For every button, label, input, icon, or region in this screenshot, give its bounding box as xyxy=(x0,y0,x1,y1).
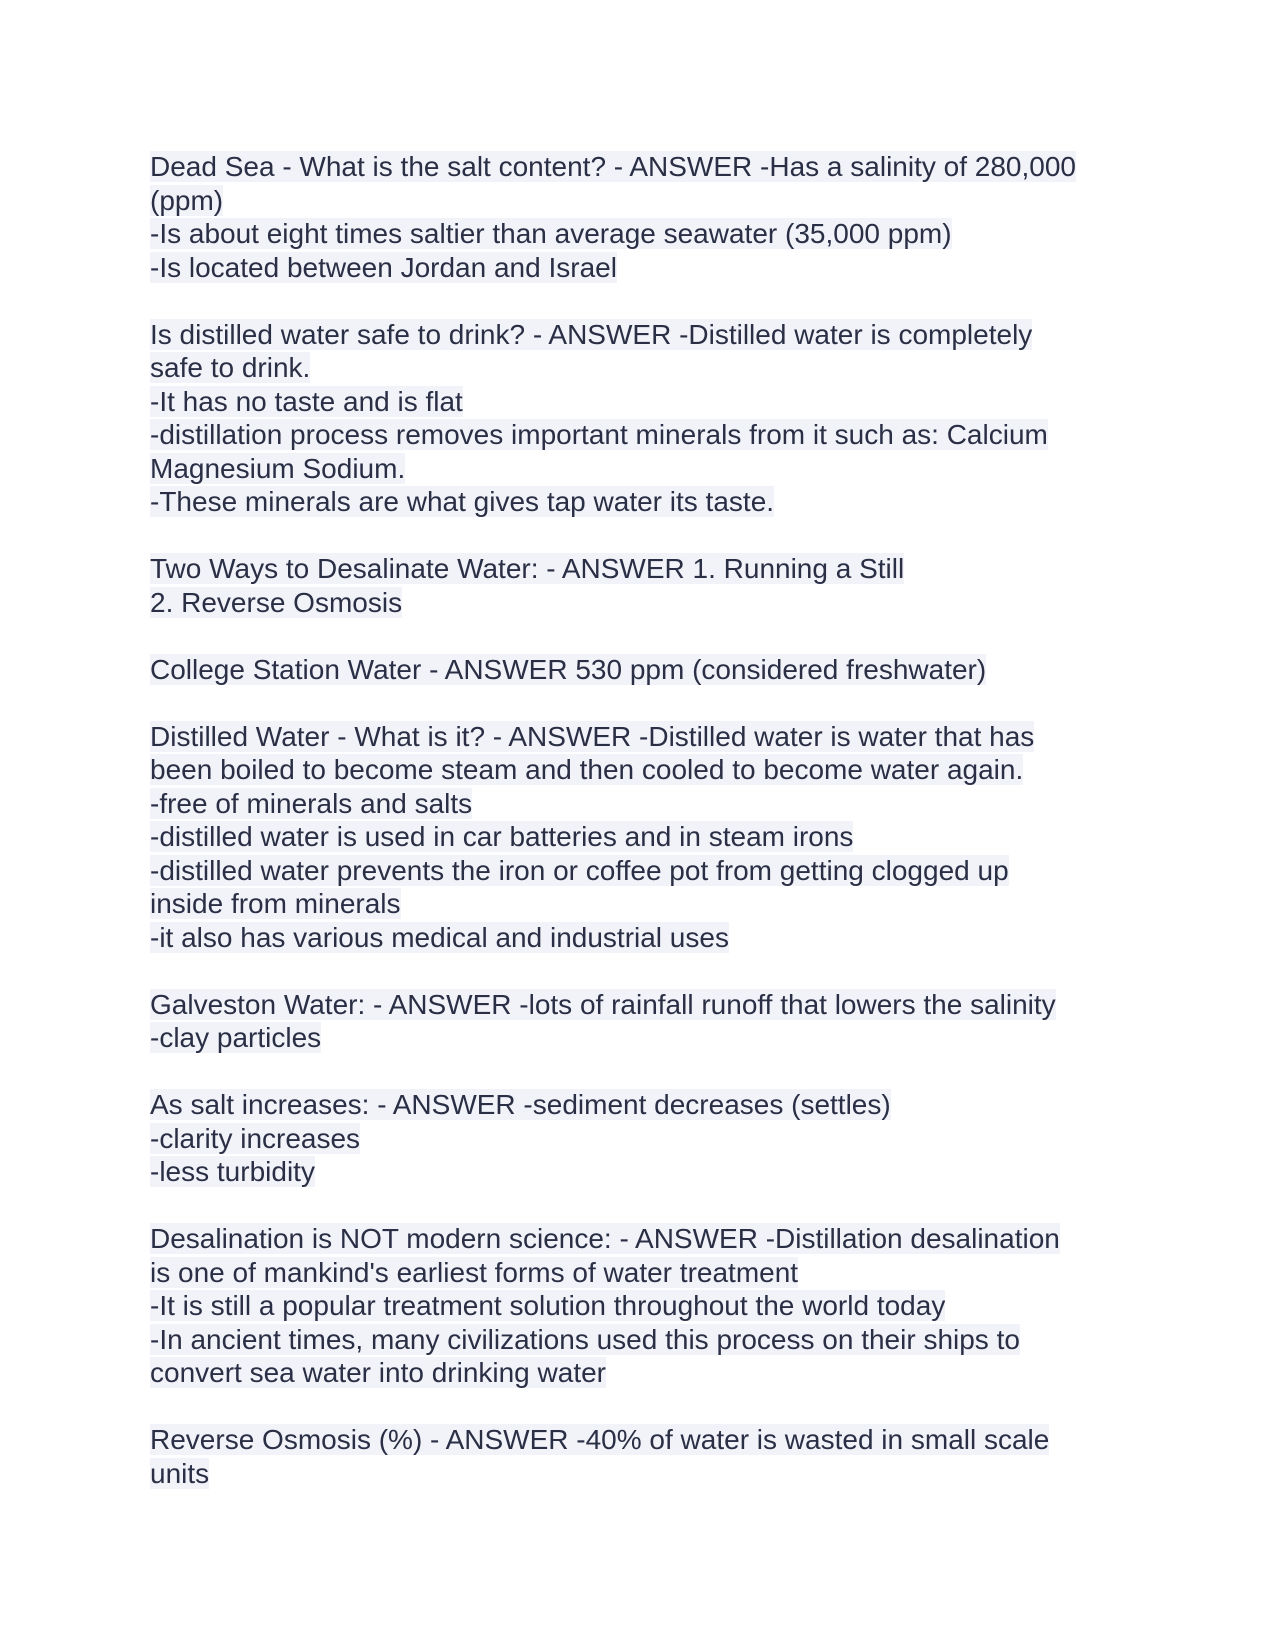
text-line: Desalination is NOT modern science: - ANSWER -Distillation desalination xyxy=(150,1223,1060,1254)
text-line: 2. Reverse Osmosis xyxy=(150,586,403,618)
text-line: -distilled water prevents the iron or coffee pot from getting clogged up xyxy=(150,854,1009,886)
text-line: -Is about eight times saltier than average seawater (35,000 ppm) xyxy=(150,218,952,249)
text-line: Is distilled water safe to drink? - ANSWER -Distilled water is completely xyxy=(150,318,1033,350)
text-line: -It has no taste and is flat xyxy=(150,385,463,417)
qa-item-dead-sea xyxy=(150,150,1130,284)
text-line: -In ancient times, many civilizations used this process on their ships to xyxy=(150,1323,1020,1355)
qa-item-salt-increases xyxy=(150,1088,1130,1189)
text-line: -These minerals are what gives tap water its taste. xyxy=(150,486,775,517)
qa-item-reverse-osmosis xyxy=(150,1423,1130,1490)
text-line: -it also has various medical and industrial uses xyxy=(150,921,729,953)
text-line: -distillation process removes important minerals from it such as: Calcium xyxy=(150,419,1048,450)
text-line: safe to drink. xyxy=(150,352,311,383)
text-line: -less turbidity xyxy=(150,1156,315,1187)
text-line: Magnesium Sodium. xyxy=(150,452,406,484)
text-line: -It is still a popular treatment solution throughout the world today xyxy=(150,1290,946,1321)
text-line: been boiled to become steam and then cooled to become water again. xyxy=(150,754,1024,785)
qa-item-desalinate-ways xyxy=(150,552,1130,619)
text-line: is one of mankind's earliest forms of water treatment xyxy=(150,1256,799,1288)
text-line: units xyxy=(150,1457,210,1489)
qa-item-college-station xyxy=(150,653,1130,687)
qa-item-distilled-what xyxy=(150,720,1130,955)
text-line: -free of minerals and salts xyxy=(150,787,473,819)
text-line: As salt increases: - ANSWER -sediment decreases (settles) xyxy=(150,1089,891,1120)
text-line: College Station Water - ANSWER 530 ppm (considered freshwater) xyxy=(150,653,987,685)
text-line: Two Ways to Desalinate Water: - ANSWER 1. Running a Still xyxy=(150,553,905,584)
text-line: -Is located between Jordan and Israel xyxy=(150,251,617,283)
text-line: -distilled water is used in car batteries and in steam irons xyxy=(150,821,854,852)
document-page xyxy=(150,150,1130,1524)
qa-item-distilled-safe xyxy=(150,318,1130,519)
text-line: Distilled Water - What is it? - ANSWER -Distilled water is water that has xyxy=(150,720,1035,752)
qa-item-desalination-history xyxy=(150,1222,1130,1390)
qa-item-galveston xyxy=(150,988,1130,1055)
text-line: Dead Sea - What is the salt content? - ANSWER -Has a salinity of 280,000 xyxy=(150,151,1076,182)
text-line: convert sea water into drinking water xyxy=(150,1357,606,1388)
text-line: -clarity increases xyxy=(150,1122,361,1154)
text-line: Galveston Water: - ANSWER -lots of rainfall runoff that lowers the salinity xyxy=(150,988,1056,1020)
text-line: (ppm) xyxy=(150,184,224,216)
text-line: -clay particles xyxy=(150,1022,322,1053)
text-line: Reverse Osmosis (%) - ANSWER -40% of water is wasted in small scale xyxy=(150,1424,1050,1455)
text-line: inside from minerals xyxy=(150,888,401,919)
